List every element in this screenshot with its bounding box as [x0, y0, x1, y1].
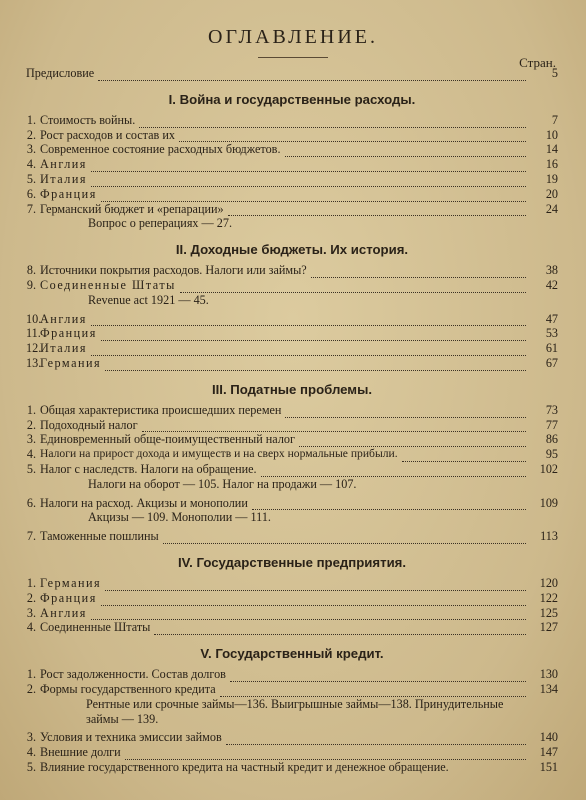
- toc-entry: 1. Общая характеристика происшедших перемен 73: [26, 402, 558, 417]
- toc-subentry: Вопрос о реперациях — 27.: [88, 216, 233, 231]
- section-heading-2: II. Доходные бюджеты. Их история.: [175, 242, 409, 258]
- toc-entry: 4. Англия 16: [26, 157, 558, 172]
- toc-entry: 11. Франция 53: [26, 326, 558, 341]
- toc-entry: 1. Стоимость войны. 7: [26, 112, 558, 127]
- toc-subentry: Акцизы — 109. Монополии — 111.: [88, 510, 271, 525]
- toc-entry: 12. Италия 61: [26, 341, 558, 356]
- toc-subentry: Revenue act 1921 — 45.: [88, 292, 209, 307]
- toc-list: [26, 66, 558, 775]
- toc-entry: 8. Источники покрытия расходов. Налоги или займы? 38: [26, 263, 558, 278]
- toc-entry: 4. Внешние долги 147: [26, 745, 558, 760]
- toc-entry: 4. Налоги на прирост дохода и имуществ и на сверх нормальные прибыли. 95: [26, 447, 558, 462]
- toc-entry: 1. Германия 120: [26, 575, 558, 590]
- toc-entry: 3. Современное состояние расходных бюджетов. 14: [26, 142, 558, 157]
- toc-entry: 1. Рост задолженности. Состав долгов 130: [26, 667, 558, 682]
- title-rule: [258, 57, 328, 58]
- toc-entry: 13. Германия 67: [26, 355, 558, 370]
- toc-entry: 2. Формы государственного кредита 134: [26, 681, 558, 696]
- page-column-header: Стран.: [519, 55, 556, 70]
- toc-entry: 6. Франция 20: [26, 186, 558, 201]
- toc-entry: 2. Подоходный налог 77: [26, 417, 558, 432]
- toc-subentry: Налоги на оборот — 105. Налог на продажи — 107.: [88, 476, 357, 491]
- toc-entry: 3. Условия и техника эмиссии займов 140: [26, 730, 558, 745]
- page-title: ОГЛАВЛЕНИЕ.: [208, 26, 378, 48]
- toc-entry: 5. Налог с наследств. Налоги на обращение. 102: [26, 461, 558, 476]
- toc-subentry: Рентные или срочные займы—136. Выигрышные займы—138. Принудительные займы — 139.: [86, 696, 504, 726]
- toc-entry: 6. Налоги на расход. Акцизы и монополии 109: [26, 495, 558, 510]
- section-heading-4: IV. Государственные предприятия.: [177, 554, 407, 570]
- toc-entry: 10. Англия 47: [26, 311, 558, 326]
- toc-entry: 5. Италия 19: [26, 171, 558, 186]
- toc-entry: 7. Германский бюджет и «репарации» 24: [26, 201, 558, 216]
- section-heading-1: I. Война и государственные расходы.: [168, 91, 416, 107]
- toc-entry: 3. Единовременный обще-поимущественный налог 86: [26, 432, 558, 447]
- section-heading-3: III. Податные проблемы.: [211, 381, 372, 397]
- toc-entry: 2. Франция 122: [26, 590, 558, 605]
- toc-entry: 7. Таможенные пошлины 113: [26, 529, 558, 544]
- toc-entry: 2. Рост расходов и состав их 10: [26, 127, 558, 142]
- toc-entry-preface: Предисловие 5: [26, 66, 558, 80]
- toc-entry: 3. Англия 125: [26, 605, 558, 620]
- toc-entry: 5. Влияние государственного кредита на частный кредит и денежное обращение. 151: [26, 759, 558, 774]
- section-heading-5: V. Государственный кредит.: [200, 646, 384, 662]
- toc-entry: 4. Соединенные Штаты 127: [26, 620, 558, 635]
- toc-entry: 9. Соединенные Штаты 42: [26, 277, 558, 292]
